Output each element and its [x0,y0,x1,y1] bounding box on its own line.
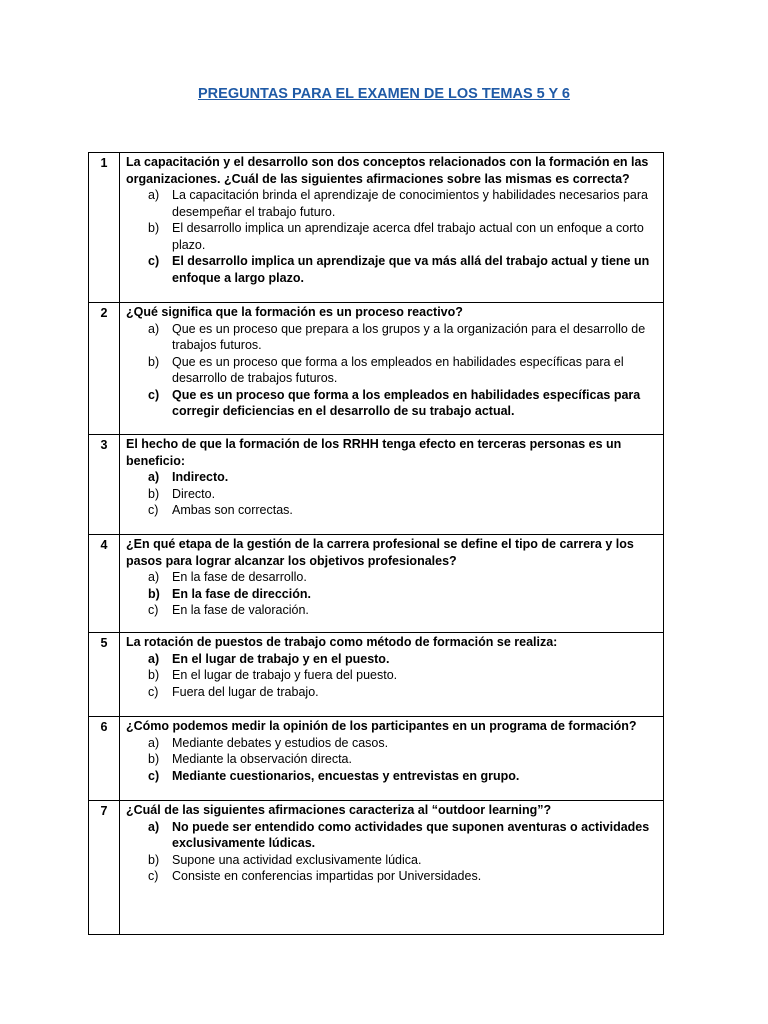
answer-option [148,321,657,354]
option-text: En la fase de valoración. [172,603,309,617]
option-text: Ambas son correctas. [172,503,293,517]
option-text: Fuera del lugar de trabajo. [172,684,319,699]
option-letter: a) [148,188,160,202]
option-letter: a) [148,470,160,484]
answer-option [148,868,657,885]
option-text: Directo. [172,486,216,501]
option-letter: c) [148,684,159,699]
answer-options [126,819,657,885]
question-row [89,535,664,633]
answer-options [126,651,657,701]
option-text: El desarrollo implica un aprendizaje acerca dfel trabajo actual con un enfoque a corto plazo. [172,221,644,252]
option-text: Supone una actividad exclusivamente lúdica. [172,852,422,867]
option-letter: b) [148,668,160,682]
question-cell [120,717,664,801]
answer-options [126,321,657,420]
answer-options [126,187,657,286]
option-text: Consiste en conferencias impartidas por Universidades. [172,869,482,883]
option-text: Que es un proceso que forma a los empleados en habilidades específicas para el desarrollo de trabajos futuros. [172,354,624,385]
answer-option [148,502,657,519]
question-text: ¿En qué etapa de la gestión de la carrera profesional se define el tipo de carrera y los pasos para lograr alcanzar los objetivos profesionales? [126,537,634,568]
question-text: El hecho de que la formación de los RRHH tenga efecto en terceras personas es un beneficio: [126,437,622,468]
answer-option [148,684,657,701]
option-text: Que es un proceso que forma a los empleados en habilidades específicas para corregir deficiencias en el desarrollo de su trabajo actual. [172,387,641,418]
answer-option [148,852,657,869]
answer-option [148,354,657,387]
question-number: 4 [89,535,120,633]
answer-option-correct [148,586,657,603]
option-text: En la fase de dirección. [172,586,311,601]
answer-options [126,469,657,519]
question-number: 7 [89,801,120,935]
option-letter: a) [148,735,160,750]
page-title: PREGUNTAS PARA EL EXAMEN DE LOS TEMAS 5 Y 6 [198,86,570,102]
question-cell [120,435,664,535]
answer-option-correct [148,651,657,668]
option-letter: b) [148,852,160,867]
answer-option-correct [148,768,657,785]
question-cell [120,535,664,633]
question-text: La rotación de puestos de trabajo como método de formación se realiza: [126,635,558,649]
option-letter: b) [148,752,160,766]
option-letter: a) [148,321,160,336]
answer-option [148,667,657,684]
question-text: La capacitación y el desarrollo son dos conceptos relacionados con la formación en las organizaciones. ¿Cuál de las siguientes afirmaciones sobre las mismas es correcta? [126,155,649,186]
question-row [89,717,664,801]
answer-option [148,187,657,220]
option-letter: c) [148,768,160,783]
option-text: Mediante la observación directa. [172,752,352,766]
question-number: 5 [89,633,120,717]
answer-option-correct [148,469,657,486]
option-letter: b) [148,354,160,369]
question-row [89,153,664,303]
option-text: En el lugar de trabajo y fuera del puesto. [172,668,398,682]
option-letter: a) [148,651,160,666]
questions-table-body [89,153,664,935]
option-letter: c) [148,869,159,883]
question-number: 6 [89,717,120,801]
option-letter: c) [148,603,159,617]
questions-table [88,152,664,935]
answer-options [126,569,657,619]
option-text: Que es un proceso que prepara a los grupos y a la organización para el desarrollo de trabajos futuros. [172,321,646,352]
question-row [89,435,664,535]
question-number: 3 [89,435,120,535]
option-text: Mediante cuestionarios, encuestas y entrevistas en grupo. [172,768,520,783]
answer-option-correct [148,819,657,852]
option-letter: c) [148,254,160,268]
answer-option [148,486,657,503]
option-letter: b) [148,486,160,501]
option-text: Mediante debates y estudios de casos. [172,735,389,750]
question-cell [120,153,664,303]
answer-option [148,751,657,768]
question-text: ¿Cuál de las siguientes afirmaciones caracteriza al “outdoor learning”? [126,803,552,817]
question-cell [120,633,664,717]
option-letter: c) [148,387,160,402]
option-text: El desarrollo implica un aprendizaje que va más allá del trabajo actual y tiene un enfoque a largo plazo. [172,254,650,285]
option-letter: c) [148,503,159,517]
question-number: 2 [89,303,120,435]
answer-options [126,735,657,785]
answer-option [148,220,657,253]
option-text: En el lugar de trabajo y en el puesto. [172,651,390,666]
option-text: No puede ser entendido como actividades que suponen aventuras o actividades exclusivamente lúdicas. [172,819,650,850]
question-row [89,633,664,717]
option-letter: b) [148,221,160,235]
option-letter: a) [148,819,160,834]
answer-option [148,569,657,586]
option-letter: b) [148,586,160,601]
question-cell [120,801,664,935]
answer-option [148,602,657,619]
question-number: 1 [89,153,120,303]
option-text: Indirecto. [172,470,229,484]
question-text: ¿Qué significa que la formación es un proceso reactivo? [126,305,463,319]
answer-option [148,735,657,752]
question-text: ¿Cómo podemos medir la opinión de los participantes en un programa de formación? [126,719,637,733]
question-cell [120,303,664,435]
option-text: La capacitación brinda el aprendizaje de conocimientos y habilidades necesarios para desempeñar el trabajo futuro. [172,188,648,219]
answer-option-correct [148,387,657,420]
question-row [89,801,664,935]
answer-option-correct [148,253,657,286]
option-letter: a) [148,570,160,584]
question-row [89,303,664,435]
option-text: En la fase de desarrollo. [172,570,307,584]
